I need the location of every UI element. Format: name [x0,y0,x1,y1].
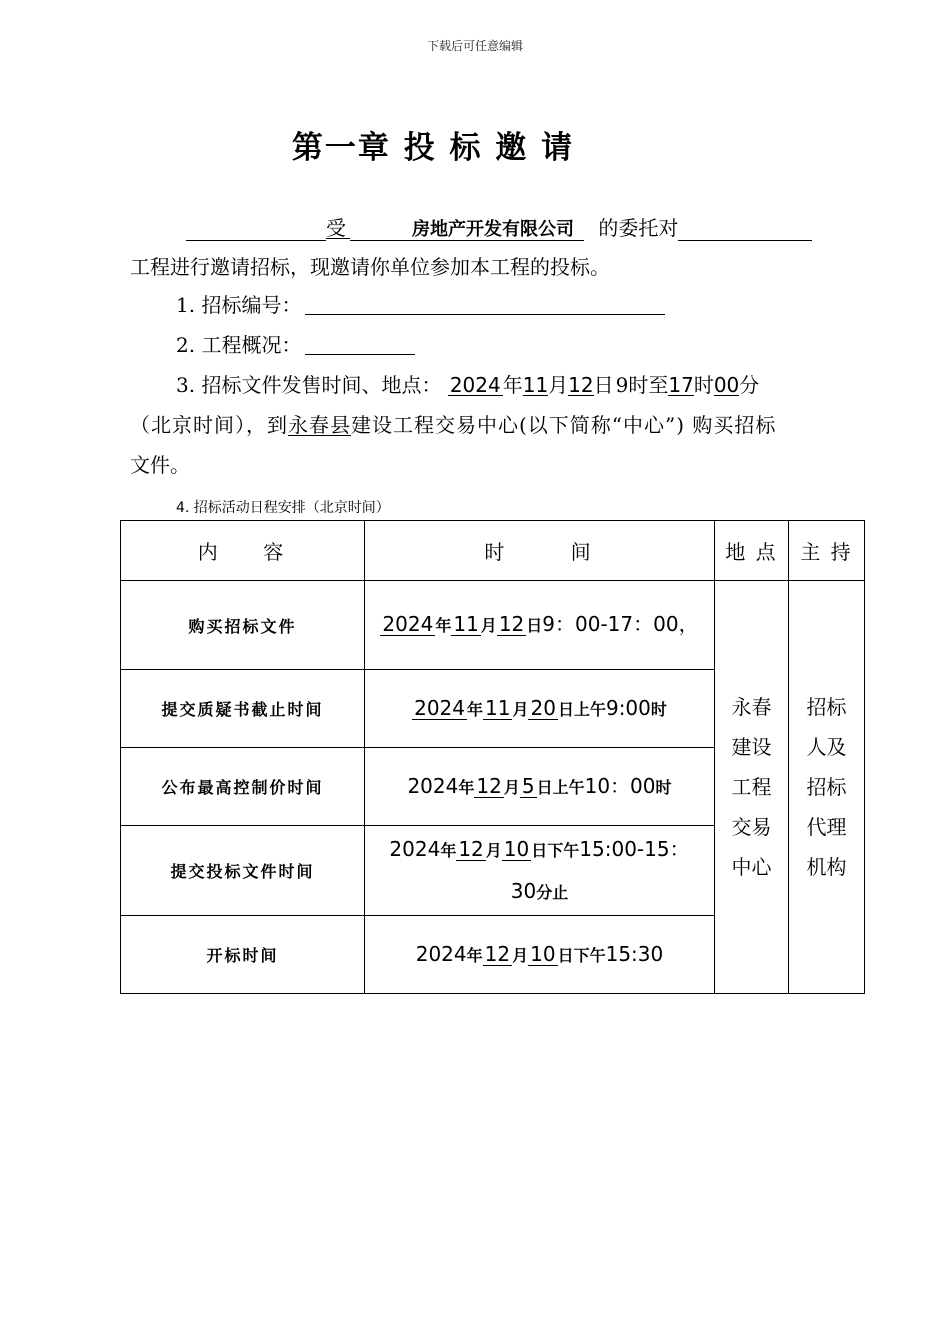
row-time-tail: 时 [655,777,672,797]
sale-year: 2024 [449,373,501,397]
table-header-row [121,521,865,581]
sale-month: 11 [522,373,549,397]
page-title: 第一章 投 标 邀 请 [291,130,575,166]
month-unit: 月 [503,777,520,797]
item-1-label: 1. 招标编号： [176,293,302,317]
row-year: 2024 [389,836,441,861]
row-ampm: 下午 [573,945,606,965]
header-time: 时 间 [365,521,715,581]
row-label: 购买招标文件 [121,581,365,670]
header-host: 主 持 [789,521,865,581]
county-name: 永春县 [288,413,351,437]
year-unit: 年 [440,840,457,860]
row-time-rest: 9：00-17：00， [542,612,699,636]
table-row [121,581,865,670]
intro-shou: 受 [326,218,350,239]
item-4-label: 4. 招标活动日程安排（北京时间） [176,500,390,516]
row-ampm: 下午 [547,840,580,860]
schedule-table [120,520,865,994]
row-year: 2024 [382,612,434,636]
row-month: 11 [485,695,511,720]
day-unit: 日 [557,699,574,719]
row-label: 提交质疑书截止时间 [121,670,365,748]
place-cell [715,581,789,994]
header-place: 地 点 [715,521,789,581]
item-2 [176,335,415,355]
year-unit: 年 [466,945,483,965]
year-unit: 年 [458,777,475,797]
entrusting-company: 房地产开发有限公司 [350,220,584,241]
item-2-label: 2. 工程概况： [176,333,302,357]
row-day: 12 [498,612,525,636]
year-unit: 年 [435,616,452,635]
item-1 [176,295,665,315]
host-value: 招标人及招标代理机构 [806,695,847,879]
row-ampm: 上午 [552,777,585,797]
sale-minute-end: 00 [713,373,740,397]
row-time-rest: 10：00 [584,773,656,798]
row-label: 开标时间 [121,916,365,994]
row-label: 公布最高控制价时间 [121,748,365,826]
row-time-tail: 分止 [536,882,569,902]
header-content: 内 容 [121,521,365,581]
row-time [365,670,715,748]
row-day: 10 [530,941,556,966]
row-day: 5 [521,773,535,798]
project-name-blank [678,222,812,241]
month-unit: 月 [512,945,529,965]
day-unit: 日 [557,945,574,965]
row-label: 提交投标文件时间 [121,826,365,916]
row-ampm: 上午 [573,699,606,719]
year-unit: 年 [467,699,484,719]
hour-unit: 时 [693,373,714,397]
minute-unit: 分 [739,373,760,397]
row-time [365,581,715,670]
item-3-line-2 [130,415,776,436]
row-time [365,826,715,916]
row-day: 20 [530,695,556,720]
item-3-line-3: 文件。 [130,453,190,477]
row-time [365,748,715,826]
item-3-prefix: 3. 招标文件发售时间、地点： [176,373,442,397]
month-unit: 月 [512,699,529,719]
row-day: 10 [503,836,530,861]
month-unit: 月 [485,840,502,860]
day-unit: 日 [536,777,553,797]
day-unit: 日 [593,373,614,397]
row-time-rest: 15:00-15：30 [510,836,690,903]
row-month: 12 [458,836,484,861]
row-year: 2024 [414,695,465,720]
intro-line-1 [186,218,812,241]
row-month: 12 [484,941,511,966]
sale-day: 12 [568,373,594,397]
month-unit: 月 [480,616,497,635]
overview-blank [305,336,415,355]
row-year: 2024 [415,941,467,966]
row-month: 11 [453,612,479,636]
row-year: 2024 [407,773,459,798]
row-month: 12 [476,773,502,798]
host-cell [789,581,865,994]
day-unit: 日 [526,616,543,635]
row-time-tail: 时 [650,699,667,719]
location-text: 建设工程交易中心(以下简称“中心”) 购买招标 [351,413,777,437]
sale-hour-end: 17 [668,373,694,397]
bid-number-blank [305,296,665,315]
header-note: 下载后可任意编辑 [426,39,523,53]
item-3 [176,375,759,396]
beijing-time-note: （北京时间），到 [130,413,288,437]
row-time-rest: 9:00 [605,695,651,720]
hour-to: 时至 [628,373,669,397]
intro-entrust: 的委托对 [598,216,679,240]
row-time-rest: 15:30 [605,941,664,966]
sale-hour: 9 [615,373,629,397]
row-time [365,916,715,994]
day-unit: 日 [531,840,548,860]
month-unit: 月 [548,373,569,397]
place-value: 永春建设工程交易中心 [731,695,772,879]
intro-line-2: 工程进行邀请招标，现邀请你单位参加本工程的投标。 [130,255,610,279]
year-unit: 年 [502,373,523,397]
blank-field [186,222,326,241]
